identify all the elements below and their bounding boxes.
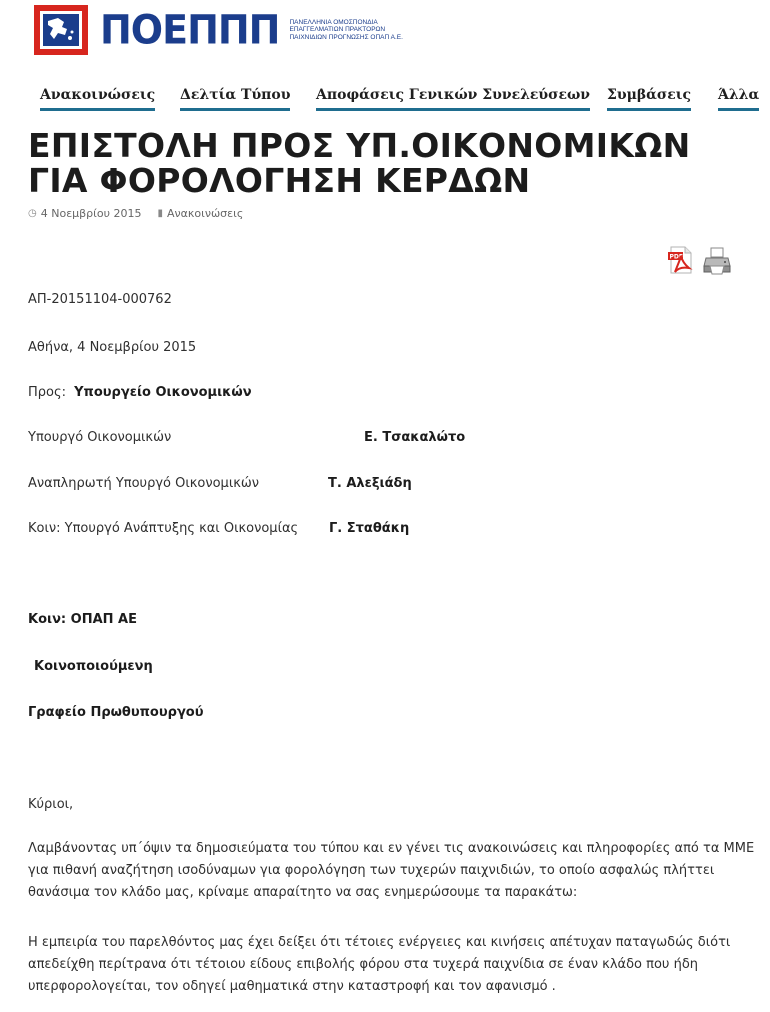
folder-icon: ▮ <box>157 208 163 219</box>
article-date: 4 Νοεμβρίου 2015 <box>40 207 142 220</box>
print-icon[interactable] <box>702 244 732 276</box>
main-nav <box>0 82 770 112</box>
recipient-2 <box>28 476 259 491</box>
logo-subtitle <box>289 19 429 42</box>
letter-greeting: Κύριοι, <box>28 797 74 812</box>
logo-subtitle-line: ΠΑΝΕΛΛΗΝΙΑ ΟΜΟΣΠΟΝΔΙΑ <box>289 18 378 26</box>
recipient-3-title: Κοιν: Υπουργό Ανάπτυξης και Οικονομίας <box>28 521 299 536</box>
recipient-2-name: Τ. Αλεξιάδη <box>328 476 412 491</box>
letter-to-value: Υπουργείο Οικονομικών <box>74 385 252 400</box>
letter-cc-opap: Κοιν: ΟΠΑΠ ΑΕ <box>28 612 137 627</box>
letter-cc-pm-office: Γραφείο Πρωθυπουργού <box>28 705 204 720</box>
article-tools <box>666 244 732 276</box>
recipient-1-name: Ε. Τσακαλώτο <box>364 430 466 445</box>
nav-item-press-releases[interactable]: Δελτία Τύπου <box>180 82 290 111</box>
recipient-2-title: Αναπληρωτή Υπουργό Οικονομικών <box>28 476 260 491</box>
letter-to <box>28 385 252 400</box>
article-category-link[interactable]: Ανακοινώσεις <box>166 207 244 220</box>
nav-item-general-assembly-decisions[interactable]: Αποφάσεις Γενικών Συνελεύσεων <box>316 82 590 111</box>
nav-item-contracts[interactable]: Συμβάσεις <box>607 82 691 111</box>
article-meta <box>28 207 243 220</box>
letter-to-label: Προς: <box>28 385 66 400</box>
svg-text:PDF: PDF <box>669 253 683 261</box>
recipient-3 <box>28 521 298 536</box>
logo-subtitle-line: ΠΑΙΧΝΙΔΙΩΝ ΠΡΟΓΝΩΣΗΣ ΟΠΑΠ Α.Ε. <box>289 33 403 41</box>
letter-place-date: Αθήνα, 4 Νοεμβρίου 2015 <box>28 340 197 355</box>
letter-ref: ΑΠ-20151104-000762 <box>28 292 172 307</box>
clock-icon: ◷ <box>28 208 37 219</box>
recipient-1-title: Υπουργό Οικονομικών <box>28 430 172 445</box>
logo-emblem-icon <box>34 5 88 55</box>
nav-item-announcements[interactable]: Ανακοινώσεις <box>40 82 155 111</box>
nav-item-other[interactable]: Άλλα <box>718 82 759 111</box>
pdf-icon[interactable] <box>666 244 696 276</box>
site-logo[interactable] <box>34 4 429 56</box>
letter-cc-heading: Κοινοποιούμενη <box>34 659 153 674</box>
recipient-1 <box>28 430 171 445</box>
recipient-3-name: Γ. Σταθάκη <box>329 521 410 536</box>
letter-paragraph-2: Η εμπειρία του παρελθόντος μας έχει δείξει ότι τέτοιες ενέργειες και κινήσεις απέτυχαν παταγωδώς διότι απεδείχθη περίτρανα ότι τέτοιου είδους επιβολής φόρου στα τυχερά παιχνίδια σε έναν κλάδο που ήδη υπερφορολογείται, τον οδηγεί μαθηματικά στην καταστροφή και τον αφανισμό . <box>28 935 731 994</box>
logo-wordmark: ΠΟΕΠΠΠ <box>100 6 280 54</box>
page-title: ΕΠΙΣΤΟΛΗ ΠΡΟΣ ΥΠ.ΟΙΚΟΝΟΜΙΚΩΝ ΓΙΑ ΦΟΡΟΛΟΓΗΣΗ ΚΕΡΔΩΝ <box>28 126 691 200</box>
logo-subtitle-line: ΕΠΑΓΓΕΛΜΑΤΙΩΝ ΠΡΑΚΤΟΡΩΝ <box>289 26 386 34</box>
letter-paragraph-1: Λαμβάνοντας υπ΄όψιν τα δημοσιεύματα του τύπου και εν γένει τις ανακοινώσεις και πληροφορίες από τα ΜΜΕ για πιθανή αναζήτηση ισοδύναμων για φορολόγηση των τυχερών παιχνιδιών, το οποίο ασφαλώς πλήττει θανάσιμα τον κλάδο μας, κρίναμε απαραίτητο να σας ενημερώσουμε τα παρακάτω: <box>28 841 755 900</box>
